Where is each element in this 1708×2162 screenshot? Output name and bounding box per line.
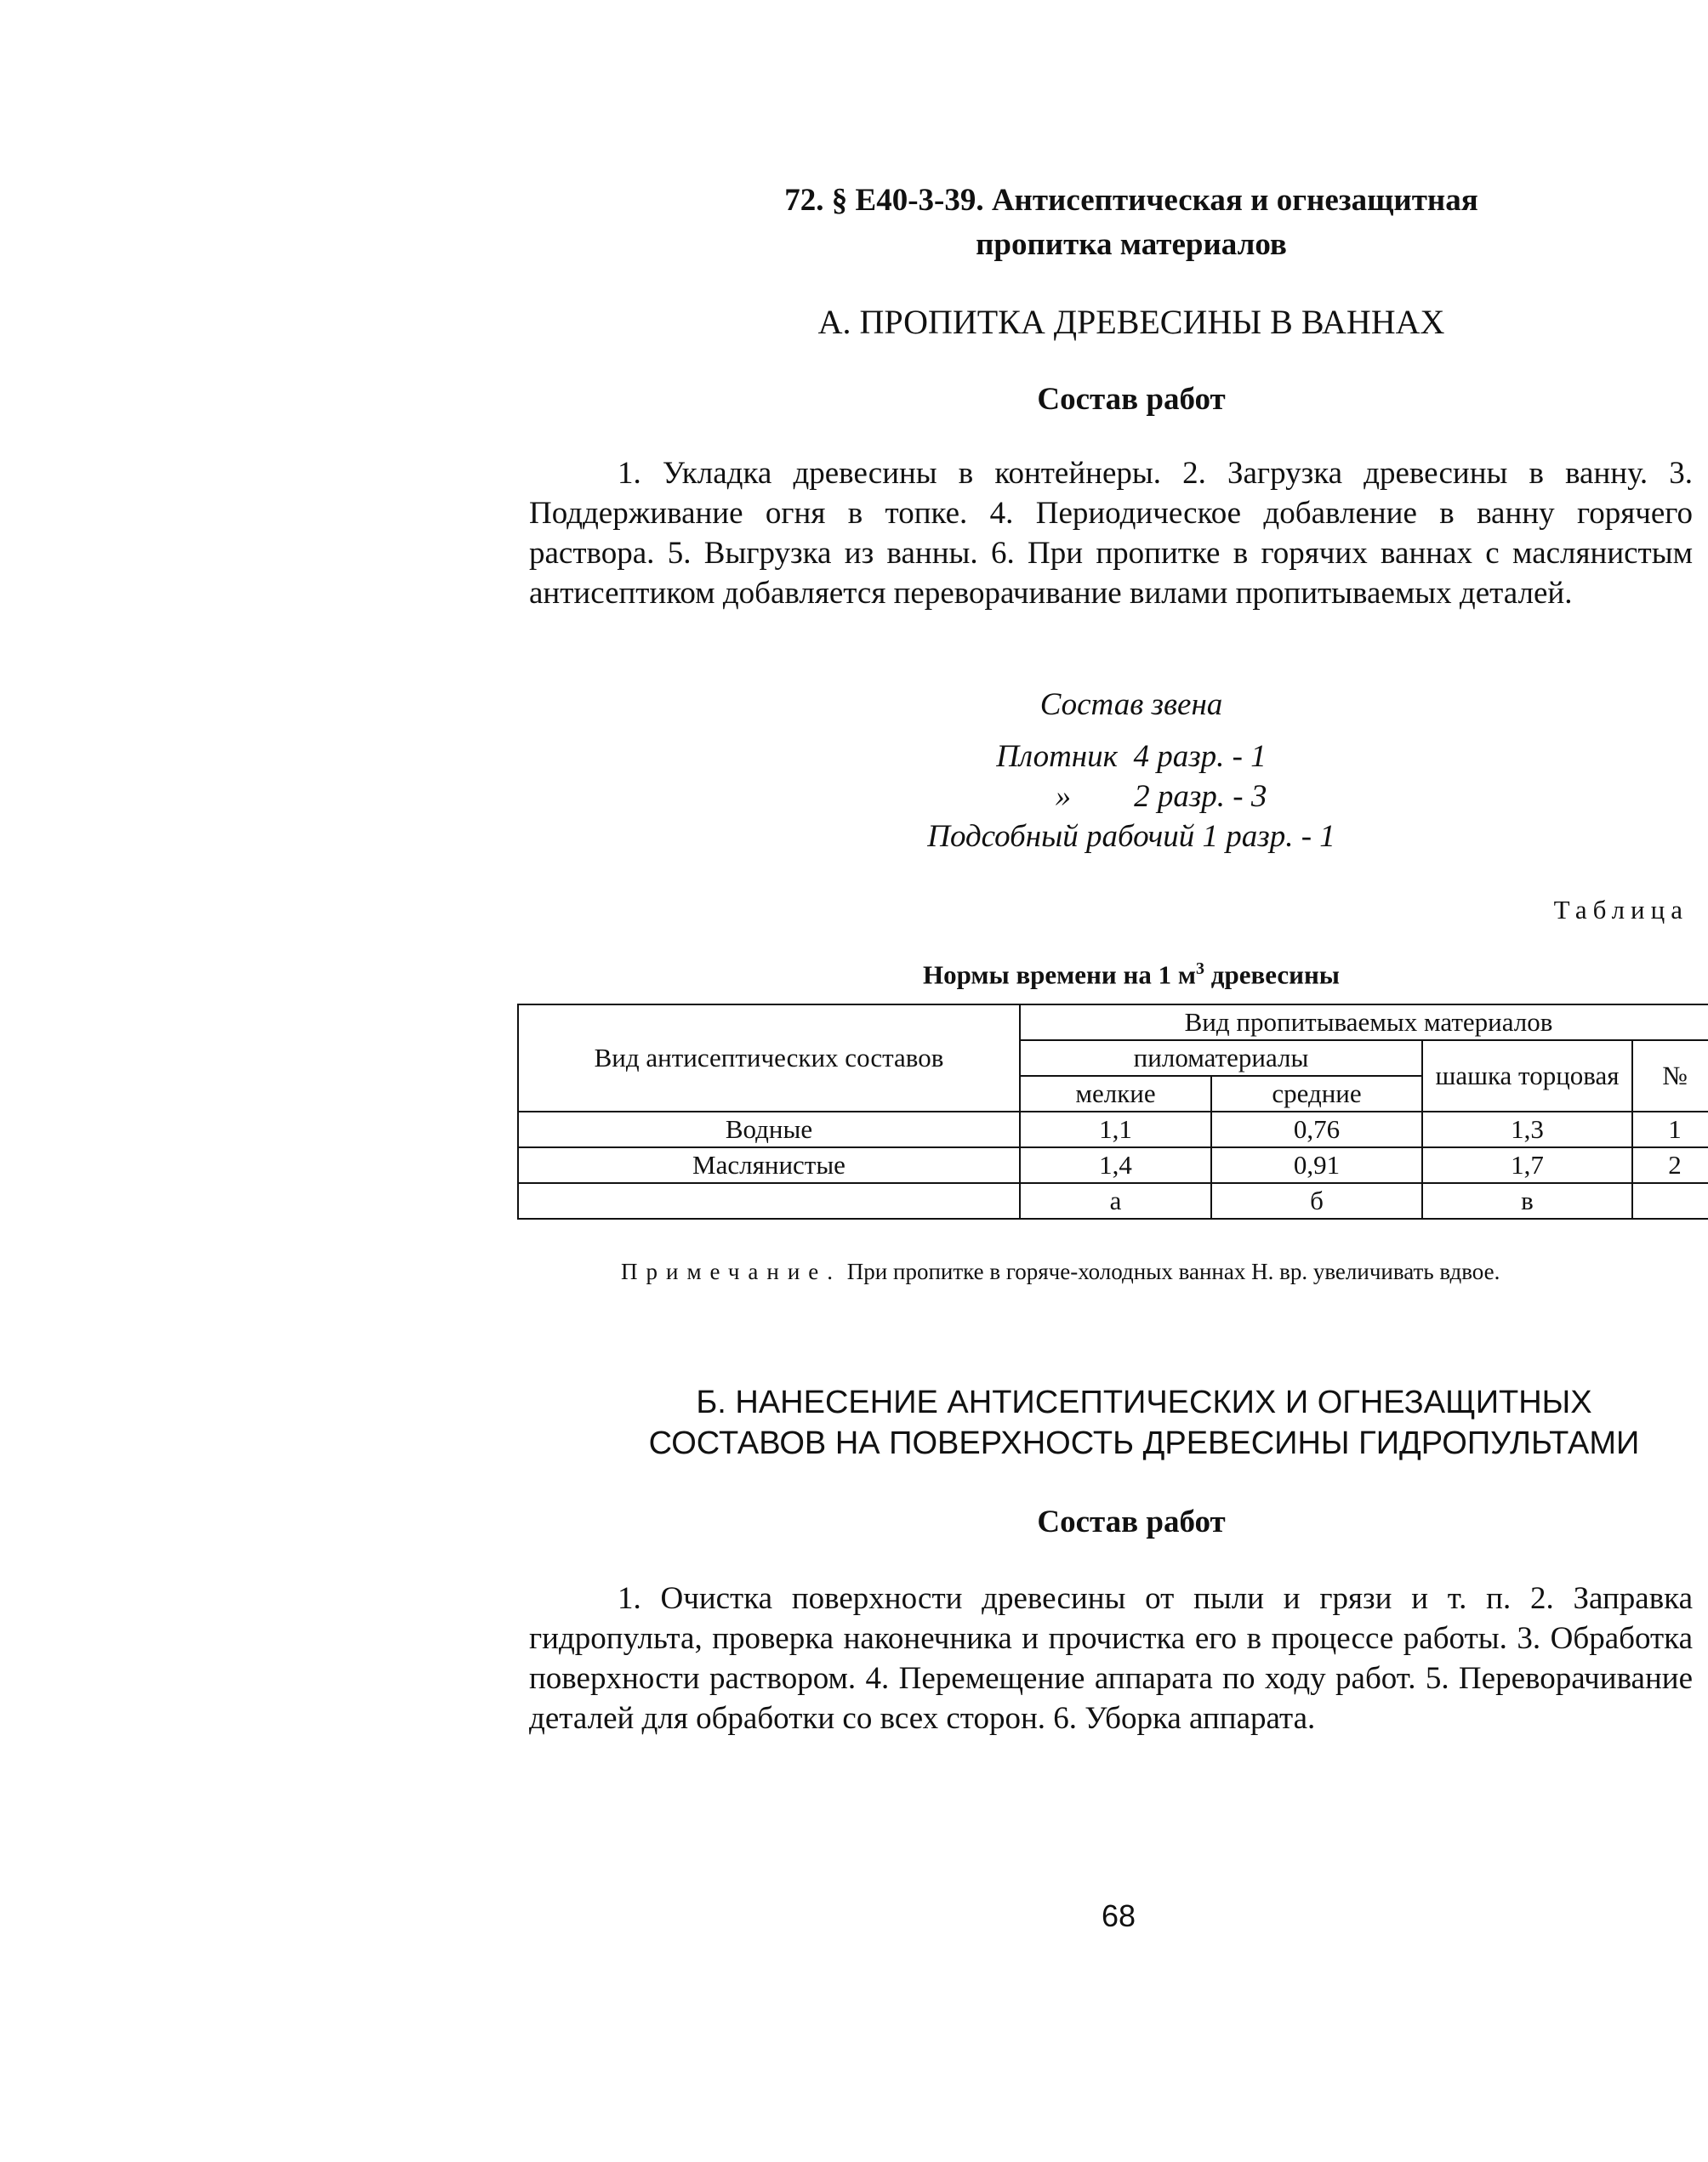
table-cell-letter: б — [1211, 1183, 1422, 1219]
table-caption — [749, 959, 1514, 990]
header-cell-type: Вид антисептических составов — [518, 1004, 1020, 1112]
section-title — [749, 179, 1514, 267]
table-note — [529, 1255, 1693, 1289]
table-cell-medium: 0,76 — [1211, 1112, 1422, 1147]
part-b-heading — [595, 1382, 1693, 1464]
crew-heading: Состав звена — [1039, 687, 1223, 722]
table-cell-empty — [1632, 1183, 1708, 1219]
part-b-composition-heading: Состав работ — [1037, 1505, 1226, 1539]
table-cell-num: 2 — [1632, 1147, 1708, 1183]
table-cell-name: Маслянистые — [518, 1147, 1020, 1183]
norms-table — [517, 1004, 1708, 1220]
part-a-body: 1. Укладка древесины в контейнеры. 2. Загрузка древесины в ванну. 3. Поддерживание огня в топке. 4. Периодическое добавление в ванну горячего раствора. 5. Выгрузка из ванны. 6. При пропитке в горячих ваннах с маслянистым антисептиком добавляется переворачивание вилами пропитываемых деталей. — [529, 456, 1693, 611]
header-cell-lumber: пиломатериалы — [1020, 1040, 1422, 1076]
table-letters-row — [518, 1183, 1708, 1219]
section-title-line2: пропитка материалов — [976, 227, 1287, 262]
table-cell-letter: в — [1422, 1183, 1632, 1219]
crew-line: » 2 разр. - 3 — [1055, 779, 1267, 814]
part-b-heading-line1: Б. НАНЕСЕНИЕ АНТИСЕПТИЧЕСКИХ И ОГНЕЗАЩИТНЫХ — [696, 1385, 1592, 1420]
header-cell-medium: средние — [1211, 1076, 1422, 1112]
header-cell-materials: Вид пропитываемых материалов — [1020, 1004, 1708, 1040]
section-title-line1: 72. § Е40-3-39. Антисептическая и огнезащитная — [784, 183, 1478, 218]
table-cell-empty — [518, 1183, 1020, 1219]
part-a-composition-heading: Состав работ — [1037, 382, 1226, 417]
note-prefix: Примечание. — [621, 1259, 842, 1284]
header-cell-small: мелкие — [1020, 1076, 1211, 1112]
table-cell-letter: а — [1020, 1183, 1211, 1219]
table-cell-block: 1,7 — [1422, 1147, 1632, 1183]
table-cell-medium: 0,91 — [1211, 1147, 1422, 1183]
table-label: Таблица — [1553, 895, 1688, 925]
header-cell-num: № — [1632, 1040, 1708, 1112]
table-cell-name: Водные — [518, 1112, 1020, 1147]
crew-line: Плотник 4 разр. - 1 — [996, 739, 1267, 774]
crew-line: Подсобный рабочий 1 разр. - 1 — [927, 819, 1335, 854]
part-b-heading-line2: СОСТАВОВ НА ПОВЕРХНОСТЬ ДРЕВЕСИНЫ ГИДРОПУЛЬТАМИ — [648, 1425, 1640, 1461]
table-row — [518, 1147, 1708, 1183]
table-cell-num: 1 — [1632, 1112, 1708, 1147]
table-caption-suffix: древесины — [1204, 959, 1341, 990]
table-caption-superscript: 3 — [1196, 959, 1205, 978]
table-caption-prefix: Нормы времени на 1 м — [922, 959, 1197, 990]
table-header-row — [518, 1004, 1708, 1040]
header-cell-block: шашка торцовая — [1422, 1040, 1632, 1112]
part-b-body: 1. Очистка поверхности древесины от пыли и грязи и т. п. 2. Заправка гидропульта, проверка наконечника и прочистка его в процессе работы. 3. Обработка поверхности раствором. 4. Перемещение аппарата по ходу работ. 5. Переворачивание деталей для обработки со всех сторон. 6. Уборка аппарата. — [529, 1581, 1693, 1736]
part-a-heading: А. ПРОПИТКА ДРЕВЕСИНЫ В ВАННАХ — [817, 303, 1445, 341]
table-cell-small: 1,4 — [1020, 1147, 1211, 1183]
table-cell-small: 1,1 — [1020, 1112, 1211, 1147]
table-row — [518, 1112, 1708, 1147]
page-number: 68 — [1101, 1898, 1136, 1933]
note-text: При пропитке в горяче-холодных ваннах Н. вр. увеличивать вдвое. — [841, 1259, 1500, 1284]
table-cell-block: 1,3 — [1422, 1112, 1632, 1147]
crew-block — [749, 685, 1514, 856]
